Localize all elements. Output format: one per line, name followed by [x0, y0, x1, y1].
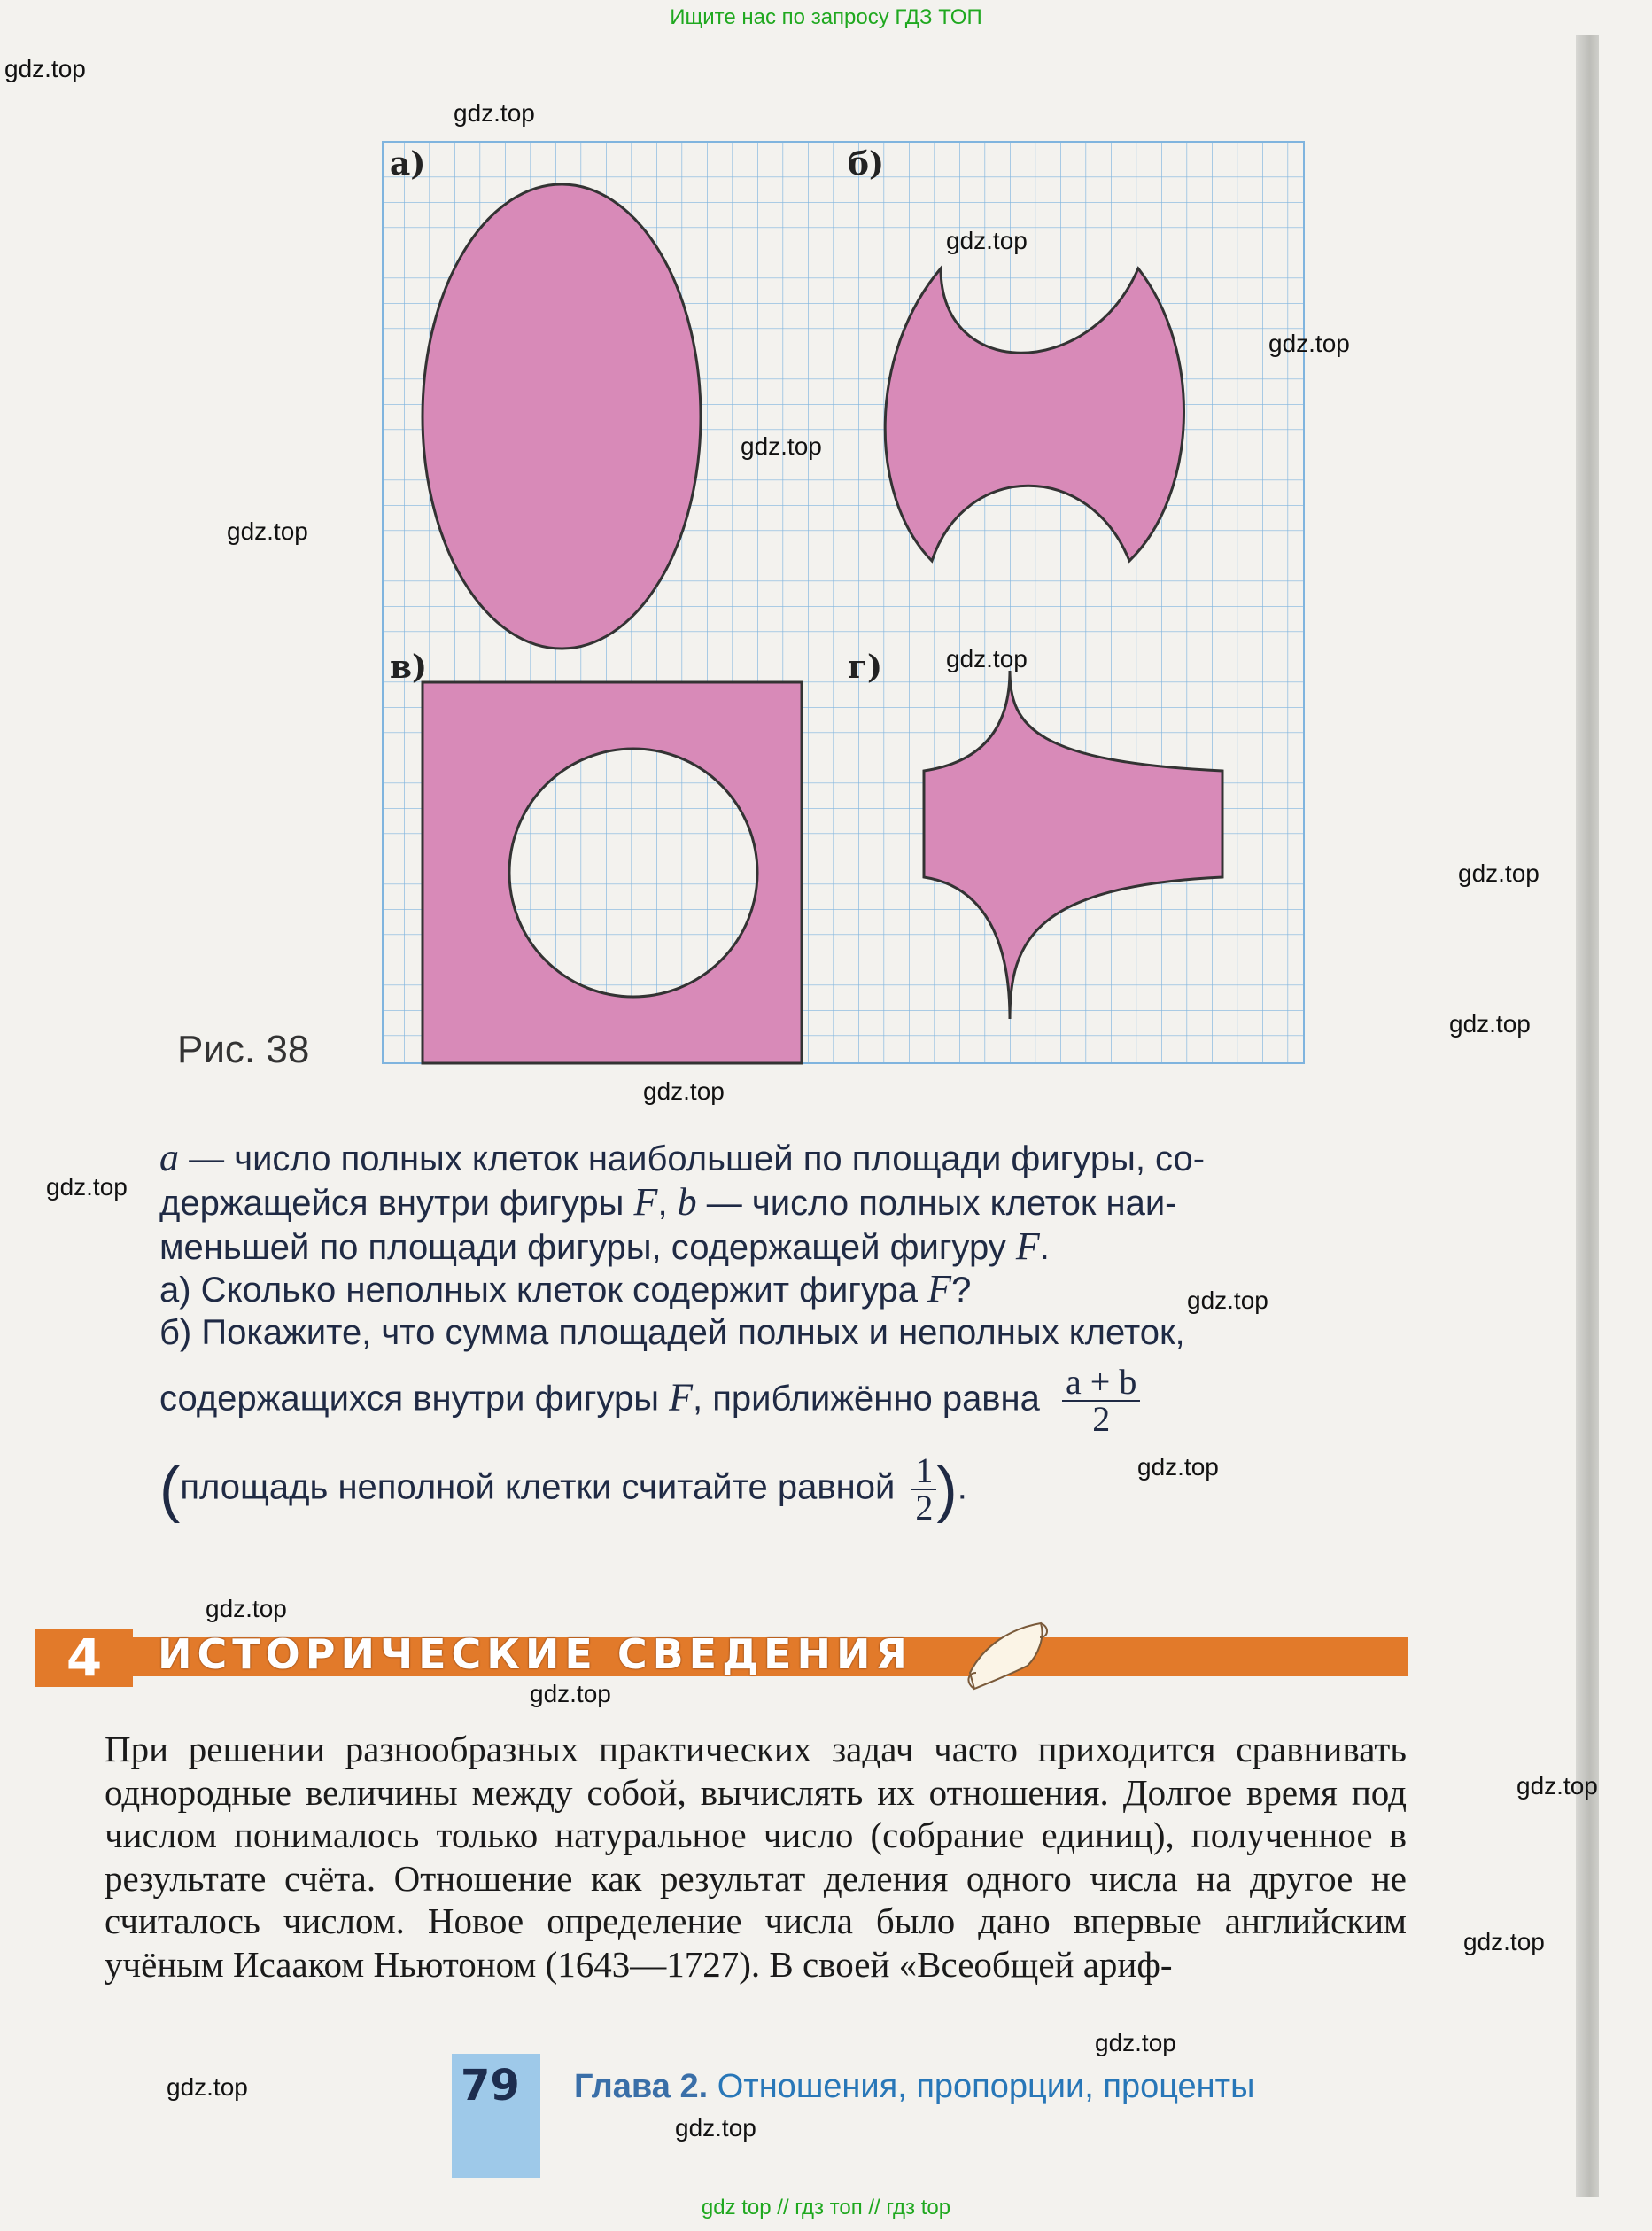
figure-label-g: г) [848, 649, 883, 686]
figure-label-a: а) [390, 145, 426, 183]
watermark: gdz.top [1516, 1772, 1598, 1800]
figure-label-v: в) [390, 649, 428, 686]
problem-part-b-line-1: б) Покажите, что сумма площадей полных и неполных клеток, [159, 1313, 1185, 1352]
scroll-icon [957, 1611, 1054, 1699]
fraction-a-plus-b-over-2: $\frac{a + b}{2}$ [1062, 1364, 1140, 1437]
watermark: gdz.top [206, 1595, 287, 1622]
figure-label-b: б) [848, 145, 885, 183]
watermark: gdz.top [643, 1077, 725, 1105]
problem-part-b-line-2: содержащихся внутри фигуры F, приближённо равна $\frac{a + b}{2}$ [159, 1364, 1400, 1437]
section-title: ИСТОРИЧЕСКИЕ СВЕДЕНИЯ [158, 1630, 912, 1678]
watermark: gdz.top [1463, 1928, 1545, 1955]
watermark: gdz.top [530, 1680, 611, 1707]
problem-part-a: а) Сколько неполных клеток содержит фигура F? [159, 1267, 972, 1310]
watermark: gdz.top [167, 2073, 248, 2101]
problem-line-1: a — число полных клеток наибольшей по площади фигуры, со- [159, 1136, 1206, 1179]
watermark: gdz.top [1095, 2029, 1176, 2056]
watermark: gdz.top [675, 2114, 756, 2142]
fraction-one-half: $\frac{1}{2}$ [911, 1453, 936, 1526]
watermark: gdz.top [1449, 1010, 1531, 1038]
page-number: 79 [461, 2061, 520, 2111]
history-paragraph: При решении разнообразных практических задач часто приходится сравнивать однородные величины между собой, вычислять их отношения. Долгое время под числом понималось только натуральное число (собрание единиц), полученное в результате счёта. Отношение как результат деления одного числа на другое не считалось числом. Новое определение числа было дано впервые английским учёным Исааком Ньютоном (1643—1727). В своей «Всеобщей ариф- [105, 1729, 1407, 1985]
figure-caption: Рис. 38 [177, 1028, 310, 1071]
watermark: gdz.top [1187, 1287, 1268, 1314]
watermark: gdz.top [454, 99, 535, 127]
problem-part-b-line-3: (площадь неполной клетки считайте равной $\frac{1}{2}$ ). [159, 1450, 967, 1527]
watermark: gdz.top [741, 432, 822, 460]
watermark: gdz.top [1137, 1453, 1219, 1481]
watermark: gdz.top [1268, 330, 1350, 357]
watermark: gdz.top [946, 645, 1028, 672]
watermark: gdz.top [1458, 859, 1540, 887]
problem-line-2: держащейся внутри фигуры F, b — число полных клеток наи- [159, 1180, 1177, 1224]
watermark: gdz.top [46, 1173, 128, 1201]
section-number: 4 [35, 1629, 133, 1687]
footer-chapter: Глава 2. Отношения, пропорции, проценты [574, 2068, 1255, 2105]
watermark: gdz.top [227, 517, 308, 545]
figure-a-ellipse [423, 184, 701, 649]
problem-line-3: меньшей по площади фигуры, содержащей фигуру F. [159, 1224, 1050, 1268]
top-search-link[interactable]: Ищите нас по запросу ГДЗ ТОП [670, 5, 982, 29]
watermark: gdz.top [4, 55, 86, 82]
bottom-watermark-links[interactable]: gdz top // гдз топ // гдз top [701, 2196, 951, 2219]
watermark: gdz.top [946, 227, 1028, 254]
